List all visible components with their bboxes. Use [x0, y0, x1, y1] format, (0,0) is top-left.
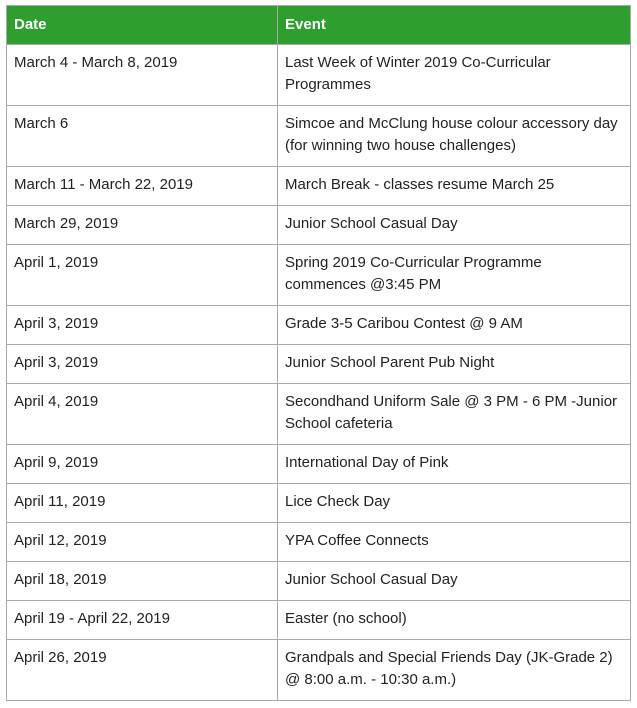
column-header-date: Date [7, 6, 278, 45]
table-row [7, 245, 631, 306]
table-row [7, 640, 631, 701]
table-row [7, 167, 631, 206]
event-cell: Grade 3-5 Caribou Contest @ 9 AM [278, 306, 631, 345]
date-cell: March 4 - March 8, 2019 [7, 45, 278, 106]
table-row [7, 384, 631, 445]
table-row [7, 601, 631, 640]
table-body [7, 45, 631, 701]
table-row [7, 445, 631, 484]
date-cell: April 12, 2019 [7, 523, 278, 562]
date-cell: March 29, 2019 [7, 206, 278, 245]
date-cell: April 3, 2019 [7, 306, 278, 345]
event-cell: Simcoe and McClung house colour accessory day (for winning two house challenges) [278, 106, 631, 167]
event-cell: Junior School Parent Pub Night [278, 345, 631, 384]
event-cell: Last Week of Winter 2019 Co-Curricular Programmes [278, 45, 631, 106]
date-cell: March 11 - March 22, 2019 [7, 167, 278, 206]
events-table-container [6, 5, 630, 701]
date-cell: March 6 [7, 106, 278, 167]
date-cell: April 11, 2019 [7, 484, 278, 523]
table-row [7, 45, 631, 106]
date-cell: April 3, 2019 [7, 345, 278, 384]
table-row [7, 345, 631, 384]
event-cell: International Day of Pink [278, 445, 631, 484]
events-table [6, 5, 631, 701]
event-cell: Secondhand Uniform Sale @ 3 PM - 6 PM -Junior School cafeteria [278, 384, 631, 445]
table-row [7, 306, 631, 345]
event-cell: YPA Coffee Connects [278, 523, 631, 562]
date-cell: April 18, 2019 [7, 562, 278, 601]
date-cell: April 26, 2019 [7, 640, 278, 701]
table-row [7, 206, 631, 245]
event-cell: Spring 2019 Co-Curricular Programme commences @3:45 PM [278, 245, 631, 306]
table-row [7, 484, 631, 523]
table-header [7, 6, 631, 45]
table-row [7, 523, 631, 562]
header-row [7, 6, 631, 45]
table-row [7, 106, 631, 167]
event-cell: Easter (no school) [278, 601, 631, 640]
table-row [7, 562, 631, 601]
event-cell: Grandpals and Special Friends Day (JK-Grade 2) @ 8:00 a.m. - 10:30 a.m.) [278, 640, 631, 701]
event-cell: Lice Check Day [278, 484, 631, 523]
event-cell: March Break - classes resume March 25 [278, 167, 631, 206]
date-cell: April 1, 2019 [7, 245, 278, 306]
column-header-event: Event [278, 6, 631, 45]
event-cell: Junior School Casual Day [278, 206, 631, 245]
date-cell: April 19 - April 22, 2019 [7, 601, 278, 640]
date-cell: April 4, 2019 [7, 384, 278, 445]
date-cell: April 9, 2019 [7, 445, 278, 484]
event-cell: Junior School Casual Day [278, 562, 631, 601]
